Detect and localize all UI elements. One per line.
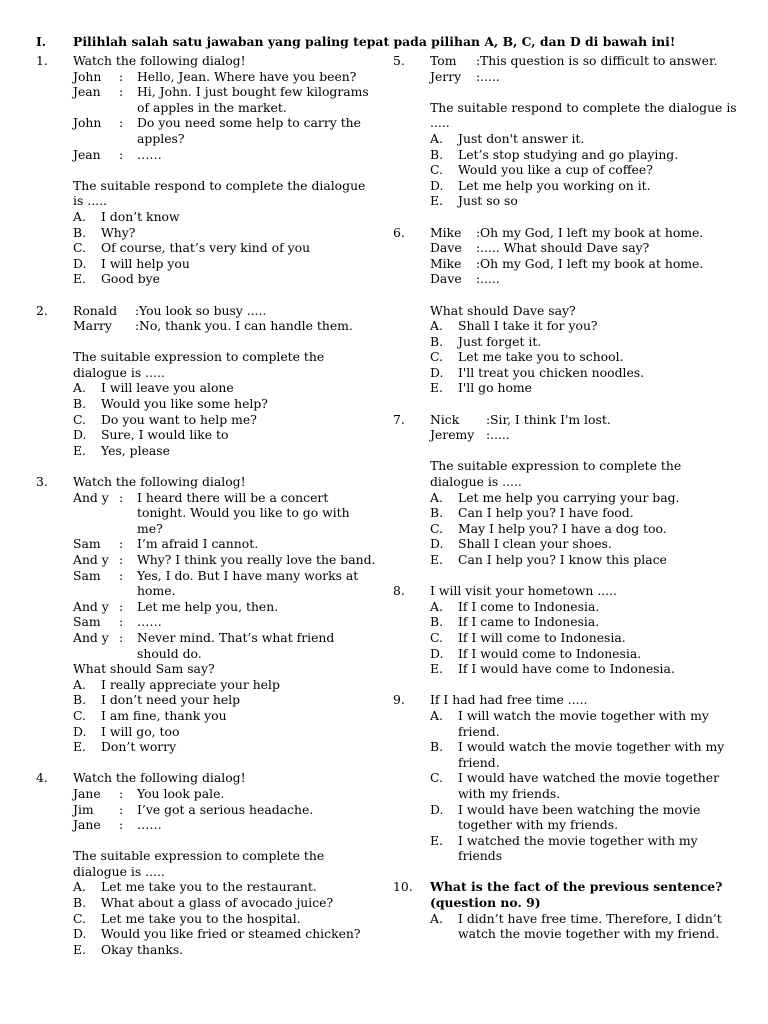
dialog-line — [73, 568, 376, 599]
dialog-line: Jeremy : ..... — [430, 427, 738, 443]
option-letter: A. — [73, 879, 86, 895]
option-text: Would you like fried or steamed chicken? — [101, 926, 361, 942]
dialog-speaker: And y — [73, 629, 109, 645]
option-letter: B. — [73, 692, 87, 708]
option-text: Why? — [101, 224, 136, 240]
option-c[interactable] — [73, 708, 376, 724]
spacer — [430, 287, 738, 303]
question-stem: What should Dave say? — [430, 302, 576, 318]
dialog-colon: : — [119, 84, 124, 100]
dialog-colon: : — [119, 629, 124, 645]
option-text: Let me help you carrying your bag. — [458, 489, 680, 505]
option-text: Of course, that’s very kind of you — [101, 240, 311, 256]
option-text: I will help you — [101, 255, 190, 271]
option-text: Okay thanks. — [101, 941, 184, 957]
dialog — [73, 303, 376, 334]
option-letter: A. — [73, 676, 86, 692]
option-c[interactable] — [430, 770, 738, 801]
question-stem: The suitable expression to complete the dialogue is ..... — [73, 848, 325, 879]
option-text: What about a glass of avocado juice? — [101, 895, 334, 911]
dialog-line — [73, 69, 376, 85]
option-text: If I will come to Indonesia. — [458, 629, 626, 645]
option-text: Good bye — [101, 271, 160, 287]
option-d[interactable] — [430, 178, 738, 194]
option-b[interactable] — [73, 225, 376, 241]
question-body — [73, 53, 376, 287]
option-a[interactable] — [73, 380, 376, 396]
option-text: If I would have come to Indonesia. — [458, 661, 675, 677]
dialog-line — [73, 115, 376, 146]
dialog-line — [73, 147, 376, 163]
option-letter: A. — [430, 130, 443, 146]
option-d[interactable] — [73, 926, 376, 942]
dialog-utterance: …… — [137, 817, 162, 833]
option-c[interactable] — [73, 240, 376, 256]
option-text: If I would come to Indonesia. — [458, 645, 642, 661]
option-letter: D. — [430, 801, 444, 817]
option-b[interactable] — [430, 739, 738, 770]
spacer — [430, 84, 738, 100]
dialog-colon: : — [119, 817, 124, 833]
option-text: Let me take you to school. — [458, 349, 624, 365]
option-e[interactable] — [73, 271, 376, 287]
option-text: Just so so — [458, 193, 518, 209]
option-text: Just forget it. — [458, 333, 542, 349]
option-text: May I help you? I have a dog too. — [458, 520, 667, 536]
dialog-colon: : — [119, 115, 124, 131]
question-body — [430, 53, 738, 209]
dialog-line: Jerry : ..... — [430, 69, 738, 85]
option-text: Don’t worry — [101, 739, 177, 755]
option-c[interactable] — [73, 911, 376, 927]
option-letter: D. — [73, 255, 87, 271]
option-text: I would watch the movie together with my friend. — [458, 739, 725, 770]
dialog-utterance: ..... — [480, 68, 500, 84]
options-list — [430, 490, 738, 568]
option-text: Can I help you? I know this place — [458, 552, 667, 567]
dialog-utterance: Never mind. That’s what friend should do. — [137, 629, 335, 661]
dialog-line — [73, 802, 376, 818]
option-e[interactable] — [430, 193, 738, 209]
dialog-speaker: Marry — [73, 318, 112, 334]
question-stem: The suitable respond to complete the dialogue is ..... — [73, 177, 366, 209]
option-text: I'll go home — [458, 380, 533, 396]
dialog — [430, 412, 738, 443]
option-letter: C. — [73, 910, 86, 926]
option-letter: C. — [73, 240, 86, 256]
question-1 — [36, 53, 376, 287]
option-letter: C. — [73, 411, 86, 427]
dialog-line — [73, 786, 376, 802]
option-letter: B. — [430, 614, 444, 630]
dialog-line: Marry : No, thank you. I can handle them. — [73, 318, 376, 334]
option-text: Shall I take it for you? — [458, 318, 598, 334]
dialog-colon: : — [119, 598, 124, 614]
option-letter: B. — [430, 146, 444, 162]
question-5 — [393, 53, 738, 209]
question-body — [430, 583, 738, 677]
options-list — [73, 677, 376, 755]
dialog-colon: : — [119, 536, 124, 552]
option-c[interactable] — [430, 521, 738, 537]
spacer — [73, 334, 376, 350]
dialog-colon: : — [119, 785, 124, 801]
option-a[interactable] — [73, 879, 376, 895]
question-body — [430, 879, 738, 941]
dialog-speaker: Jeremy — [430, 427, 475, 443]
option-letter: C. — [430, 162, 443, 178]
dialog-line: Mike : Oh my God, I left my book at home. — [430, 225, 738, 241]
option-text: Let me take you to the hospital. — [101, 910, 301, 926]
question-body — [430, 412, 738, 568]
dialog-speaker: Jane — [73, 817, 101, 833]
options-list — [73, 209, 376, 287]
option-letter: D. — [73, 723, 87, 739]
dialog-utterance: I’m afraid I cannot. — [137, 536, 259, 552]
option-d[interactable] — [430, 802, 738, 833]
dialog-speaker: Ronald — [73, 302, 118, 318]
dialog-speaker: Jane — [73, 785, 101, 801]
option-letter: D. — [430, 536, 444, 552]
dialog-line: Dave : ..... What should Dave say? — [430, 240, 738, 256]
dialog-utterance: No, thank you. I can handle them. — [139, 318, 353, 334]
option-text: Would you like some help? — [101, 396, 268, 412]
option-letter: A. — [430, 598, 443, 614]
dialog-utterance: Do you need some help to carry the apples? — [137, 115, 361, 146]
dialog-speaker: Jean — [73, 146, 101, 162]
dialog-speaker: John — [73, 115, 102, 131]
option-d[interactable] — [73, 724, 376, 740]
option-letter: A. — [430, 489, 443, 505]
dialog-utterance: …… — [137, 614, 162, 630]
dialog-line: Dave : ..... — [430, 271, 738, 287]
dialog — [73, 490, 376, 662]
question-7 — [393, 412, 738, 568]
option-text: If I came to Indonesia. — [458, 614, 600, 630]
dialog-line: Tom : This question is so difficult to answer. — [430, 53, 738, 69]
dialog-utterance: Oh my God, I left my book at home. — [480, 224, 704, 240]
dialog-speaker: Mike — [430, 255, 462, 271]
option-text: Let me take you to the restaurant. — [101, 879, 317, 895]
dialog-speaker: And y — [73, 552, 109, 567]
option-letter: C. — [430, 349, 443, 365]
options-list — [430, 599, 738, 677]
dialog-utterance: Hello, Jean. Where have you been? — [137, 68, 357, 84]
option-c[interactable] — [430, 162, 738, 178]
option-text: I am fine, thank you — [101, 707, 227, 723]
option-letter: E. — [73, 739, 86, 755]
option-c[interactable] — [430, 349, 738, 365]
option-letter: B. — [430, 505, 444, 521]
question-8 — [393, 583, 738, 677]
dialog-colon: : — [119, 489, 124, 505]
option-letter: E. — [430, 380, 443, 396]
dialog-speaker: Jerry — [430, 68, 462, 84]
option-e[interactable] — [430, 380, 738, 396]
dialog — [73, 69, 376, 163]
question-stem: If I had had free time ..... — [430, 692, 588, 708]
option-letter: D. — [73, 926, 87, 942]
question-10 — [393, 879, 738, 941]
option-text: I'll treat you chicken noodles. — [458, 364, 645, 380]
question-body — [73, 474, 376, 755]
question-number: 8. — [393, 583, 405, 599]
dialog-speaker: Mike — [430, 224, 462, 240]
option-letter: A. — [430, 910, 443, 926]
option-letter: D. — [73, 427, 87, 443]
dialog-speaker: And y — [73, 489, 109, 505]
option-text: I will watch the movie together with my friend. — [458, 707, 709, 739]
dialog-line: Mike : Oh my God, I left my book at home. — [430, 256, 738, 272]
dialog-speaker: John — [73, 68, 102, 84]
option-letter: E. — [73, 442, 86, 458]
option-letter: B. — [73, 895, 87, 911]
option-e[interactable] — [430, 661, 738, 677]
option-e[interactable] — [73, 739, 376, 755]
option-text: I would have been watching the movie together with my friends. — [458, 801, 701, 833]
dialog-utterance: This question is so difficult to answer. — [480, 53, 718, 68]
option-text: Let me help you working on it. — [458, 177, 651, 193]
option-letter: E. — [430, 832, 443, 848]
question-9 — [393, 692, 738, 864]
question-6 — [393, 225, 738, 397]
right-column — [393, 53, 738, 957]
question-4 — [36, 770, 376, 957]
option-text: I didn’t have free time. Therefore, I didn’t watch the movie together with my friend. — [458, 910, 722, 942]
question-number: 2. — [36, 302, 48, 318]
dialog-utterance: Hi, John. I just bought few kilograms of apples in the market. — [137, 84, 369, 115]
question-stem: The suitable expression to complete the dialogue is ..... — [430, 458, 682, 490]
option-letter: D. — [430, 177, 444, 193]
option-letter: B. — [430, 739, 444, 755]
dialog-line: Nick : Sir, I think I'm lost. — [430, 412, 738, 428]
option-text: Just don't answer it. — [458, 130, 585, 146]
option-letter: C. — [430, 520, 443, 536]
options-list — [430, 131, 738, 209]
question-stem: The suitable respond to complete the dialogue is ..... — [430, 99, 737, 131]
option-d[interactable] — [430, 536, 738, 552]
dialog-line — [73, 84, 376, 115]
option-letter: E. — [430, 552, 443, 567]
spacer — [430, 443, 738, 459]
option-text: I will go, too — [101, 723, 180, 739]
option-d[interactable] — [430, 646, 738, 662]
option-b[interactable] — [73, 396, 376, 412]
question-stem: I will visit your hometown ..... — [430, 583, 617, 599]
options-list — [73, 380, 376, 458]
dialog — [430, 53, 738, 84]
option-a[interactable] — [430, 490, 738, 506]
dialog-utterance: You look pale. — [137, 785, 225, 801]
option-a[interactable] — [430, 131, 738, 147]
option-b[interactable] — [430, 147, 738, 163]
option-d[interactable] — [73, 256, 376, 272]
dialog-utterance: Why? I think you really love the band. — [137, 552, 376, 567]
dialog-colon: : — [119, 68, 124, 84]
option-letter: C. — [430, 770, 443, 786]
dialog-speaker: Tom — [430, 53, 457, 68]
option-letter: A. — [430, 318, 443, 334]
option-letter: C. — [73, 707, 86, 723]
dialog-utterance: Yes, I do. But I have many works at home. — [137, 567, 359, 599]
options-list — [430, 708, 738, 864]
option-text: Yes, please — [101, 442, 170, 458]
option-text: Would you like a cup of coffee? — [458, 162, 653, 178]
option-text: If I come to Indonesia. — [458, 598, 600, 614]
option-letter: B. — [73, 396, 87, 412]
dialog-utterance: ..... — [480, 271, 500, 287]
option-letter: C. — [430, 629, 443, 645]
option-a[interactable] — [430, 599, 738, 615]
dialog-colon: : — [119, 552, 124, 567]
dialog-speaker: And y — [73, 598, 109, 614]
question-body — [73, 303, 376, 459]
option-a[interactable] — [430, 318, 738, 334]
option-text: Let’s stop studying and go playing. — [458, 146, 679, 162]
dialog-line — [73, 552, 376, 568]
option-b[interactable] — [73, 895, 376, 911]
dialog-utterance: I’ve got a serious headache. — [137, 801, 314, 817]
options-list — [430, 911, 738, 942]
option-c[interactable] — [430, 630, 738, 646]
dialog-line — [73, 490, 376, 537]
option-a[interactable] — [430, 708, 738, 739]
dialog-utterance: ..... What should Dave say? — [480, 240, 650, 256]
question-number: 9. — [393, 692, 405, 708]
dialog-utterance: Sir, I think I'm lost. — [490, 411, 611, 427]
dialog-utterance: Let me help you, then. — [137, 598, 279, 614]
dialog-utterance: Oh my God, I left my book at home. — [480, 255, 704, 271]
option-text: I really appreciate your help — [101, 676, 280, 692]
dialog-utterance: You look so busy ..... — [139, 302, 267, 318]
dialog-speaker: Sam — [73, 567, 101, 583]
question-number: 5. — [393, 53, 405, 68]
spacer — [73, 833, 376, 849]
option-letter: E. — [73, 271, 86, 287]
dialog-line — [73, 614, 376, 630]
dialog-speaker: Dave — [430, 271, 462, 287]
question-stem: The suitable expression to complete the dialogue is ..... — [73, 349, 325, 380]
option-letter: E. — [430, 193, 443, 209]
option-text: Sure, I would like to — [101, 427, 229, 443]
dialog-utterance: ..... — [490, 427, 510, 443]
option-b[interactable] — [430, 614, 738, 630]
option-letter: A. — [73, 380, 86, 396]
option-text: Can I help you? I have food. — [458, 505, 634, 521]
dialog-speaker: Jean — [73, 84, 101, 100]
dialog-colon: : — [119, 567, 124, 583]
option-d[interactable] — [73, 427, 376, 443]
spacer — [73, 162, 376, 178]
question-body — [430, 225, 738, 397]
option-e[interactable] — [430, 552, 738, 568]
dialog-utterance: …… — [137, 146, 162, 162]
section-number: I. — [36, 34, 47, 49]
option-letter: E. — [73, 941, 86, 957]
options-list — [430, 318, 738, 396]
option-letter: B. — [73, 224, 87, 240]
dialog-speaker: Sam — [73, 614, 101, 630]
dialog — [430, 225, 738, 287]
options-list — [73, 879, 376, 957]
option-text: I would have watched the movie together with my friends. — [458, 770, 720, 801]
question-number: 4. — [36, 770, 48, 786]
option-text: I don’t know — [101, 208, 180, 224]
option-letter: B. — [430, 333, 444, 349]
question-intro: Watch the following dialog! — [73, 53, 246, 68]
question-stem: What is the fact of the previous sentence? (question no. 9) — [430, 879, 723, 911]
option-d[interactable] — [430, 365, 738, 381]
option-text: Do you want to help me? — [101, 411, 257, 427]
dialog-utterance: I heard there will be a concert tonight. Would you like to go with me? — [137, 489, 350, 536]
question-number: 3. — [36, 474, 48, 490]
option-b[interactable] — [73, 692, 376, 708]
option-e[interactable] — [73, 942, 376, 958]
dialog-line — [73, 536, 376, 552]
question-2 — [36, 303, 376, 459]
option-letter: A. — [73, 208, 86, 224]
dialog-speaker: Jim — [73, 801, 94, 817]
dialog-colon: : — [119, 801, 124, 817]
option-text: I watched the movie together with my friends — [458, 832, 698, 864]
option-text: Shall I clean your shoes. — [458, 536, 612, 552]
option-letter: D. — [430, 645, 444, 661]
question-3 — [36, 474, 376, 755]
dialog-line: Ronald : You look so busy ..... — [73, 303, 376, 319]
dialog-speaker: Dave — [430, 240, 462, 256]
dialog-line — [73, 630, 376, 661]
dialog-line — [73, 817, 376, 833]
question-intro: Watch the following dialog! — [73, 770, 246, 786]
option-b[interactable] — [430, 505, 738, 521]
question-body — [73, 770, 376, 957]
question-intro: Watch the following dialog! — [73, 474, 246, 490]
option-c[interactable] — [73, 412, 376, 428]
question-number: 1. — [36, 53, 48, 68]
question-number: 6. — [393, 224, 405, 240]
question-number: 7. — [393, 411, 405, 427]
dialog-speaker: Sam — [73, 536, 101, 552]
dialog — [73, 786, 376, 833]
dialog-colon: : — [119, 614, 124, 630]
question-body — [430, 692, 738, 864]
left-column — [36, 53, 376, 973]
option-a[interactable] — [73, 209, 376, 225]
question-stem: What should Sam say? — [73, 661, 215, 677]
option-letter: A. — [430, 707, 443, 723]
option-letter: D. — [430, 364, 444, 380]
dialog-speaker: Nick — [430, 411, 460, 427]
option-b[interactable] — [430, 334, 738, 350]
option-e[interactable] — [430, 833, 738, 864]
option-a[interactable] — [430, 911, 738, 942]
option-e[interactable] — [73, 443, 376, 459]
option-letter: E. — [430, 661, 443, 677]
section-instruction: Pilihlah salah satu jawaban yang paling tepat pada pilihan A, B, C, dan D di bawah ini! — [73, 34, 676, 49]
option-text: I don’t need your help — [101, 692, 241, 708]
dialog-colon: : — [119, 146, 124, 162]
question-number: 10. — [393, 879, 413, 895]
option-a[interactable] — [73, 677, 376, 693]
option-text: I will leave you alone — [101, 380, 234, 396]
dialog-line — [73, 599, 376, 615]
